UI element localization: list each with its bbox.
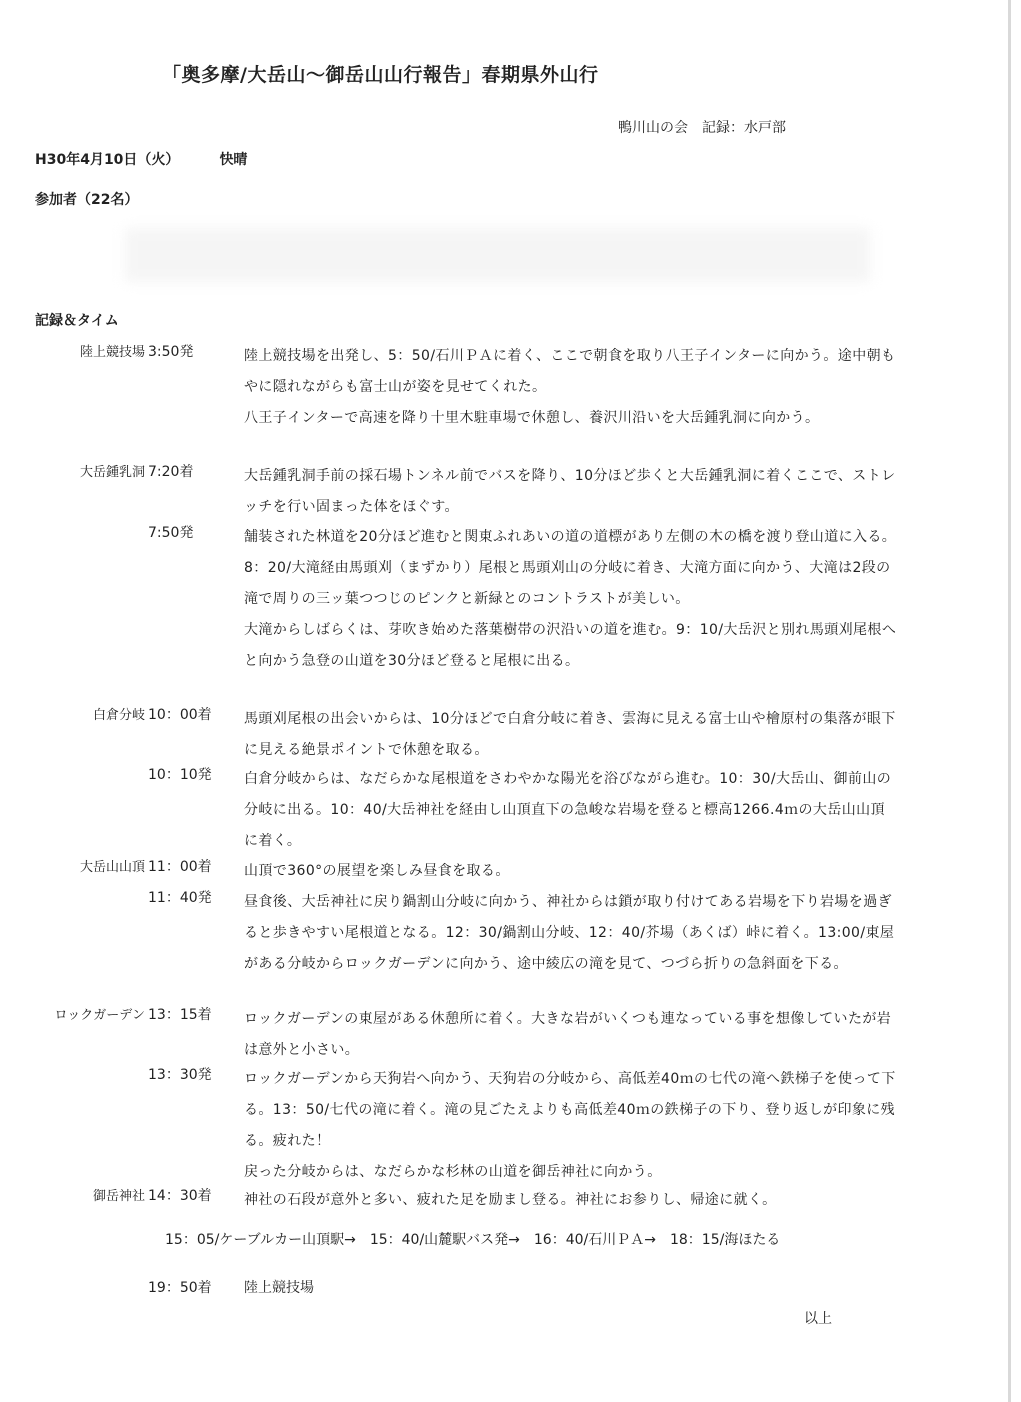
entry-line: ロックガーデンの東屋がある休憩所に着く。大きな岩がいくつも連なっている事を想像していたが岩は意外と小さい。	[244, 1011, 892, 1058]
entry-time: 7:20着	[148, 464, 194, 480]
entry-text	[244, 1004, 899, 1066]
entry-place: 陸上競技場	[79, 345, 145, 360]
entry-text	[244, 1064, 899, 1188]
entry-line: 戻った分岐からは、なだらかな杉林の山道を御岳神社に向かう。	[244, 1164, 662, 1180]
entry-text	[244, 856, 899, 887]
entry-line: 昼食後、大岳神社に戻り鍋割山分岐に向かう、神社からは鎖が取り付けてある岩場を下り岩場を過ぎると歩きやすい尾根道となる。12：30/鍋割山分岐、12：40/芥場（あくば）峠に着く。13:00/東屋がある分岐からロックガーデンに向かう、途中綾広の滝を見て、つづら折りの急斜面を下る。	[244, 894, 895, 972]
entry-line: 舗装された林道を20分ほど進むと関東ふれあいの道の道標があり左側の木の橋を渡り登山道に入る。	[244, 529, 897, 545]
entry-line: 山頂で360°の展望を楽しみ昼食を取る。	[244, 863, 510, 879]
entry-line: 大岳鍾乳洞手前の採石場トンネル前でバスを降り、10分ほど歩くと大岳鍾乳洞に着くここで、ストレッチを行い固まった体をほぐす。	[244, 468, 896, 515]
entry-line: 8：20/大滝経由馬頭刈（まずかり）尾根と馬頭刈山の分岐に着き、大滝方面に向かう、大滝は2段の滝で周りの三ッ葉つつじのピンクと新緑とのコントラストが美しい。	[244, 560, 891, 607]
entry-time: 7:50発	[148, 525, 194, 541]
entry-text	[244, 341, 899, 434]
entry-place: 大岳鍾乳洞	[79, 465, 145, 480]
date-line	[35, 149, 247, 169]
participants-label: 参加者（22名）	[35, 192, 139, 208]
entry-place: ロックガーデン	[54, 1008, 145, 1023]
entry-place: 大岳山山頂	[79, 860, 145, 875]
entry-place: 御岳神社	[92, 1189, 145, 1204]
redacted-participants	[125, 228, 870, 282]
entry-place: 白倉分岐	[92, 708, 145, 723]
entry-time: 3:50発	[148, 344, 194, 360]
organization-recorder: 鴨川山の会 記録：水戸部	[618, 120, 786, 136]
entry-time: 11：00着	[148, 859, 212, 875]
entry-line: 馬頭刈尾根の出会いからは、10分ほどで白倉分岐に着き、雲海に見える富士山や檜原村の集落が眼下に見える絶景ポイントで休憩を取る。	[244, 711, 896, 758]
return-route: 15：05/ケーブルカー山頂駅→ 15：40/山麓駅バス発→ 16：40/石川ＰＡ→ 18：15/海ほたる	[165, 1232, 781, 1248]
date: H30年4月10日（火）	[35, 152, 180, 168]
entry-time: 10：00着	[148, 707, 212, 723]
entry-line: 大滝からしばらくは、芽吹き始めた落葉樹帯の沢沿いの道を進む。9：10/大岳沢と別れ馬頭刈尾根へと向かう急登の山道を30分ほど登ると尾根に出る。	[244, 622, 897, 669]
page-edge	[1008, 0, 1011, 1402]
entry-text	[244, 522, 899, 677]
entry-time: 13：15着	[148, 1007, 212, 1023]
weather: 快晴	[219, 152, 248, 168]
entry-time: 10：10発	[148, 767, 212, 783]
entry-text	[244, 887, 899, 980]
entry-line: ロックガーデンから天狗岩へ向かう、天狗岩の分岐から、高低差40ｍの七代の滝へ鉄梯子を使って下る。13：50/七代の滝に着く。滝の見ごたえよりも高低差40ｍの鉄梯子の下り、登り返しが印象に残る。疲れた！	[244, 1071, 896, 1149]
entry-text	[244, 1185, 899, 1216]
entry-time: 14：30着	[148, 1188, 212, 1204]
entry-time: 13：30発	[148, 1067, 212, 1083]
entry-line: 白倉分岐からは、なだらかな尾根道をさわやかな陽光を浴びながら進む。10：30/大岳山、御前山の分岐に出る。10：40/大岳神社を経由し山頂直下の急峻な岩場を登ると標高1266.4ｍの大岳山山頂に着く。	[244, 771, 892, 849]
final-place: 陸上競技場	[244, 1280, 314, 1296]
entry-line: 八王子インターで高速を降り十里木駐車場で休憩し、養沢川沿いを大岳鍾乳洞に向かう。	[244, 410, 820, 426]
entry-time: 11：40発	[148, 890, 212, 906]
entry-line: 神社の石段が意外と多い、疲れた足を励まし登る。神社にお参りし、帰途に就く。	[244, 1192, 777, 1208]
report-title: 「奥多摩/大岳山～御岳山山行報告」春期県外山行	[162, 64, 599, 86]
entry-text	[244, 764, 899, 857]
final-time: 19：50着	[148, 1280, 212, 1296]
entry-text	[244, 461, 899, 523]
entry-text	[244, 704, 899, 766]
entry-line: 陸上競技場を出発し、5：50/石川ＰＡに着く、ここで朝食を取り八王子インターに向かう。途中朝もやに隠れながらも富士山が姿を見せてくれた。	[244, 348, 896, 395]
record-section-label: 記録＆タイム	[35, 313, 119, 329]
closing-mark: 以上	[804, 1311, 832, 1327]
